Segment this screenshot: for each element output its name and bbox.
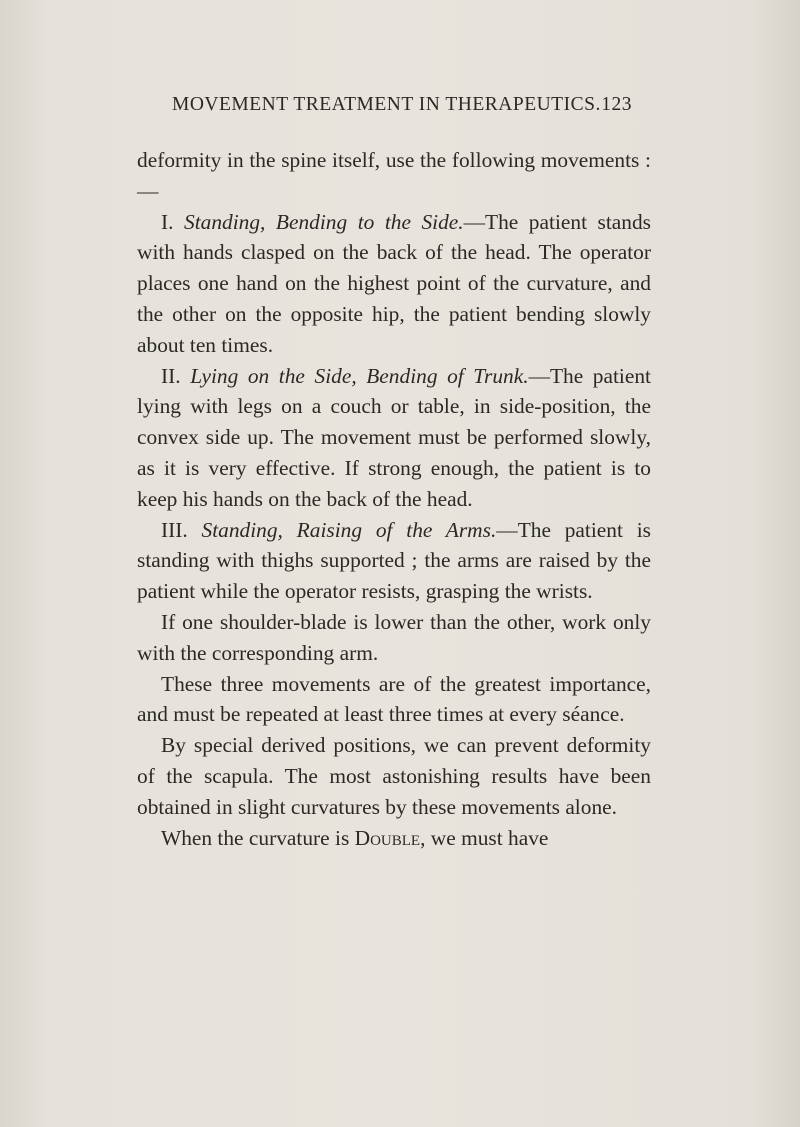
double-smallcaps: Double — [354, 825, 421, 850]
movement-2-heading: Lying on the Side, Bending of Trunk. — [190, 363, 529, 388]
movement-3-number: III. — [161, 517, 188, 542]
movement-2-text: —The patient lying with legs on a couch or table, in side-position, the convex side up. The movement must be performed slowly, as it is very effective. If strong enough, the patient is to keep his hands on the back of the head. — [137, 363, 651, 511]
movement-1-number: I. — [161, 209, 174, 234]
running-head — [172, 94, 632, 116]
movement-3-text: —The patient is standing with thighs supported ; the arms are raised by the patient while the operator resists, grasping the wrists. — [137, 517, 651, 604]
paragraph-importance: These three movements are of the greatest importance, and must be repeated at least three times at every séance. — [137, 671, 651, 727]
paragraph-movement-3 — [137, 515, 651, 607]
paragraph-movement-1 — [137, 207, 651, 361]
paragraph-double-curvature — [137, 823, 651, 854]
paragraph-continuation: deformity in the spine itself, use the following movements :— — [137, 148, 651, 203]
paragraph-derived-positions: By special derived positions, we can prevent deformity of the scapula. The most astonishing results have been obtained in slight curvatures by these movements alone. — [137, 733, 651, 819]
double-curvature-start: When the curvature is — [161, 825, 355, 850]
paragraph-shoulder-blade: If one shoulder-blade is lower than the other, work only with the corresponding arm. — [137, 609, 651, 665]
page-number: 123 — [601, 94, 632, 115]
body-text — [137, 145, 651, 853]
movement-1-text: —The patient stands with hands clasped on the back of the head. The operator places one hand on the highest point of the curvature, and the other on the opposite hip, the patient bending slowly about ten times. — [137, 209, 651, 357]
running-title: MOVEMENT TREATMENT IN THERAPEUTICS. — [172, 94, 601, 115]
movement-2-number: II. — [161, 363, 181, 388]
movement-1-heading: Standing, Bending to the Side. — [184, 209, 464, 234]
double-curvature-end: , we must have — [420, 825, 549, 850]
paragraph-movement-2 — [137, 361, 651, 515]
movement-3-heading: Standing, Raising of the Arms. — [201, 517, 497, 542]
